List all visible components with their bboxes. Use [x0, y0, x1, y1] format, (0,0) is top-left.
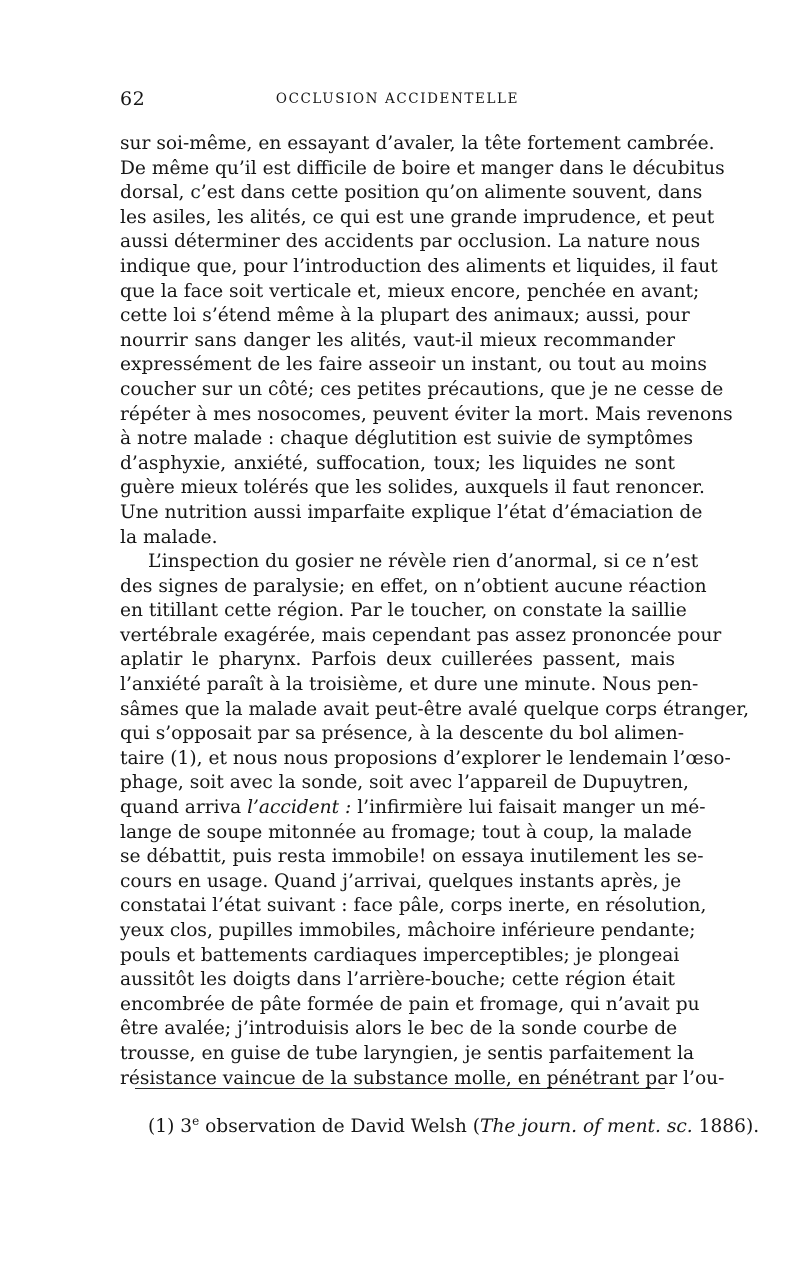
text-line: constatai l’état suivant : face pâle, corps inerte, en résolution,: [120, 895, 707, 917]
paragraph-start-line: L’inspection du gosier ne révèle rien d’anormal, si ce n’est: [148, 551, 699, 573]
text-line: en titillant cette région. Par le toucher, on constate la saillie: [120, 600, 687, 622]
text-line: phage, soit avec la sonde, soit avec l’appareil de Dupuytren,: [120, 772, 689, 794]
text-line: d’asphyxie, anxiété, suffocation, toux; les liquides ne sont: [120, 452, 675, 474]
running-title: OCCLUSION ACCIDENTELLE: [275, 91, 520, 107]
footnote-divider: [135, 1088, 665, 1089]
text-line: à notre malade : chaque déglutition est suivie de symptômes: [120, 428, 694, 450]
text-line: taire (1), et nous nous proposions d’explorer le lendemain l’œso-: [120, 747, 731, 769]
text-line: pouls et battements cardiaques imperceptibles; je plongeai: [120, 944, 680, 966]
text-line: Une nutrition aussi imparfaite explique l’état d’émaciation de: [120, 501, 703, 523]
text-line: les asiles, les alités, ce qui est une grande imprudence, et peut: [120, 206, 715, 228]
text-line: coucher sur un côté; ces petites précautions, que je ne cesse de: [120, 378, 724, 400]
text-line: aussitôt les doigts dans l’arrière-bouche; cette région était: [120, 969, 675, 991]
page-header: [120, 88, 675, 118]
text-line: [120, 796, 706, 821]
footnote-superscript: e: [192, 1114, 200, 1128]
text-line: se débattit, puis resta immobile! on essaya inutilement les se-: [120, 846, 704, 868]
footnote-marker: (1) 3: [148, 1116, 193, 1138]
text-line: dorsal, c’est dans cette position qu’on alimente souvent, dans: [120, 182, 703, 204]
text-line: qui s’opposait par sa présence, à la descente du bol alimen-: [120, 723, 684, 745]
footnote-journal-title: The journ. of ment. sc.: [480, 1116, 693, 1138]
footnote-year: 1886).: [692, 1116, 760, 1138]
text-line: sur soi-même, en essayant d’avaler, la tête fortement cambrée.: [120, 133, 715, 154]
text-line: répéter à mes nosocomes, peuvent éviter la mort. Mais revenons: [120, 403, 733, 425]
text-line: guère mieux tolérés que les solides, auxquels il faut renoncer.: [120, 477, 705, 499]
text-line: lange de soupe mitonnée au fromage; tout à coup, la malade: [120, 821, 692, 843]
text-line: nourrir sans danger les alités, vaut-il mieux recommander: [120, 329, 675, 351]
body-text: [120, 132, 750, 1091]
text-line: trousse, en guise de tube laryngien, je sentis parfaitement la: [120, 1042, 695, 1064]
text-line: l’anxiété paraît à la troisième, et dure une minute. Nous pen-: [120, 674, 699, 696]
text-line: sâmes que la malade avait peut-être avalé quelque corps étranger,: [120, 698, 750, 720]
text-line: cours en usage. Quand j’arrivai, quelques instants après, je: [120, 870, 682, 892]
text-line: que la face soit verticale et, mieux encore, penchée en avant;: [120, 280, 700, 302]
text-line: expressément de les faire asseoir un instant, ou tout au moins: [120, 354, 707, 376]
text-line: De même qu’il est difficile de boire et manger dans le décubitus: [120, 157, 725, 179]
page-number: 62: [120, 88, 146, 110]
text-line: vertébrale exagérée, mais cependant pas assez prononcée pour: [120, 624, 722, 646]
text-line: cette loi s’étend même à la plupart des animaux; aussi, pour: [120, 305, 690, 327]
text-line: indique que, pour l’introduction des aliments et liquides, il faut: [120, 255, 718, 277]
italic-term-accident: l’accident :: [247, 797, 352, 819]
footnote: [148, 1108, 760, 1140]
line-end-text: l’infirmière lui faisait manger un mé-: [351, 797, 706, 819]
footnote-text: observation de David Welsh (: [199, 1116, 481, 1138]
text-line: aussi déterminer des accidents par occlusion. La nature nous: [120, 231, 701, 253]
text-line: résistance vaincue de la substance molle, en pénétrant par l’ou-: [120, 1067, 725, 1089]
text-line: aplatir le pharynx. Parfois deux cuillerées passent, mais: [120, 649, 675, 671]
text-line: encombrée de pâte formée de pain et fromage, qui n’avait pu: [120, 993, 700, 1015]
text-line: yeux clos, pupilles immobiles, mâchoire inférieure pendante;: [120, 920, 696, 941]
text-line: être avalée; j’introduisis alors le bec de la sonde courbe de: [120, 1018, 678, 1040]
text-line: la malade.: [120, 526, 218, 548]
line-start-text: quand arriva: [120, 797, 248, 819]
text-line: des signes de paralysie; en effet, on n’obtient aucune réaction: [120, 575, 707, 597]
